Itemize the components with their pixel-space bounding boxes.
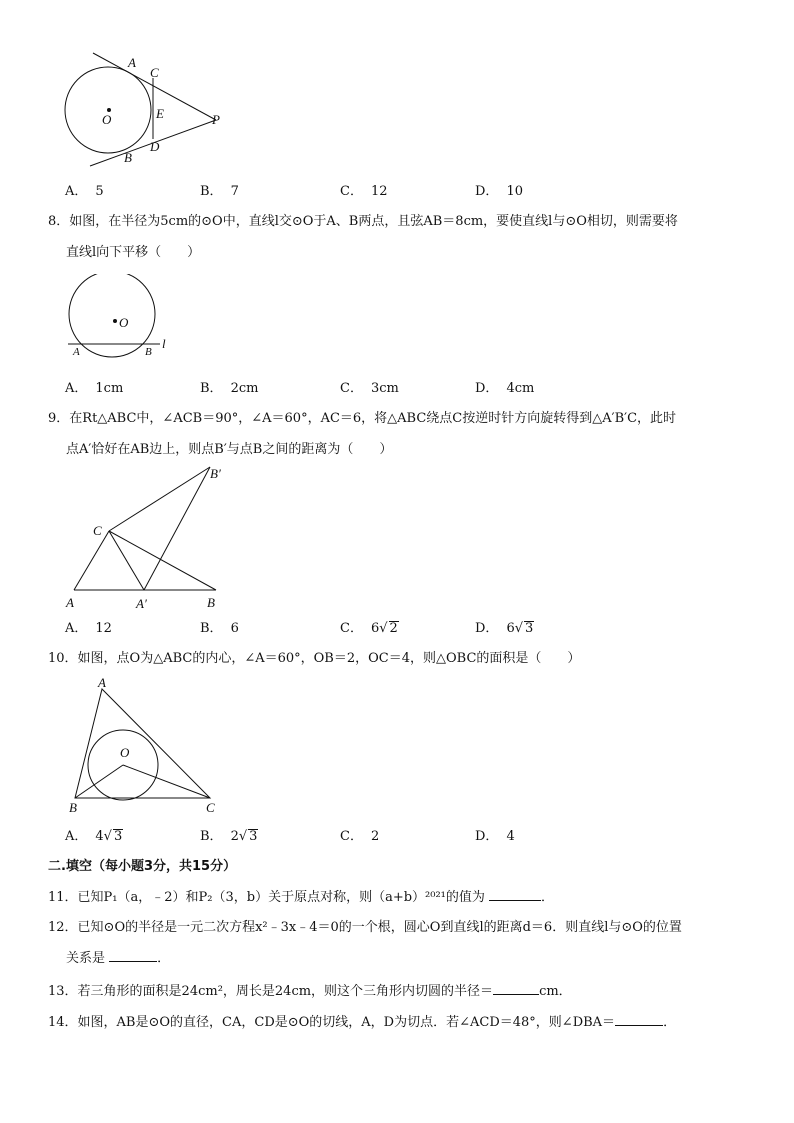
- label-l: l: [162, 336, 166, 351]
- sqrt-sign: √: [103, 829, 112, 844]
- sqrt-sign: √: [514, 621, 524, 636]
- segment-a1b1: [144, 467, 210, 590]
- question-11: 11．已知P₁（a，﹣2）和P₂（3，b）关于原点对称，则（a+b）²⁰²¹的值为 ．: [48, 882, 758, 913]
- label-b: B: [69, 800, 77, 815]
- q9-option-a[interactable]: A． 12: [65, 621, 112, 636]
- label-b: B: [207, 595, 215, 610]
- segment-cb1: [109, 467, 210, 531]
- question-13: 13．若三角形的面积是24cm²，周长是24cm，则这个三角形内切圆的半径＝ cm．: [48, 976, 758, 1007]
- q12-line2: 关系是 ．: [48, 943, 758, 974]
- q8-option-a[interactable]: A． 1cm: [65, 381, 124, 396]
- segment-cb: [109, 531, 216, 590]
- center-dot: [114, 320, 117, 323]
- q8-option-c[interactable]: C． 3cm: [340, 381, 399, 396]
- q10-option-b[interactable]: B． 2√ 3: [200, 829, 258, 844]
- q8-line2: 直线l向下平移（ ）: [66, 245, 201, 260]
- question-8: [48, 206, 758, 268]
- label-a: A: [128, 55, 136, 70]
- segment-ca: [74, 531, 109, 590]
- q10-options: [65, 825, 765, 847]
- q8-line1: 8．如图，在半径为5cm的⊙O中，直线l交⊙O于A、B两点，且弦AB＝8cm，要使直线l与⊙O相切，则需要将: [48, 214, 678, 229]
- label-c: C: [93, 523, 102, 538]
- q9-option-d[interactable]: D． 6√ 3: [475, 621, 534, 636]
- sqrt-sign: √: [379, 621, 388, 636]
- label-b1: B′: [210, 466, 221, 481]
- q8-option-b[interactable]: B． 2cm: [200, 381, 259, 396]
- segment-oc: [123, 765, 210, 798]
- q10-option-c[interactable]: C． 2: [340, 829, 380, 844]
- label-b: B: [145, 346, 152, 358]
- label-o: O: [102, 112, 112, 127]
- label-b: B: [124, 150, 132, 165]
- q9-option-b[interactable]: B． 6: [200, 621, 239, 636]
- q11-answer-blank[interactable]: [489, 886, 541, 901]
- q7-option-d[interactable]: D． 10: [475, 184, 523, 199]
- q12-answer-blank[interactable]: [109, 947, 157, 962]
- label-c: C: [150, 65, 159, 80]
- q10-line1: 10．如图，点O为△ABC的内心，∠A＝60°，OB＝2，OC＝4，则△OBC的面积是（ ）: [48, 651, 581, 666]
- q12-line1: 12．已知⊙O的半径是一元二次方程x²﹣3x﹣4＝0的一个根，圆心O到直线l的距离d＝6．则直线l与⊙O的位置: [48, 920, 682, 935]
- label-d: D: [150, 139, 160, 154]
- tangent-pa: [93, 53, 216, 120]
- label-e: E: [156, 106, 164, 121]
- label-o: O: [119, 315, 129, 330]
- q7-option-c[interactable]: C． 12: [340, 184, 388, 199]
- label-a: A: [66, 595, 74, 610]
- label-o: O: [120, 745, 130, 760]
- circle-o: [69, 274, 155, 357]
- label-a: A: [73, 346, 80, 358]
- q13-answer-blank[interactable]: [493, 980, 539, 995]
- label-p: P: [212, 112, 220, 127]
- q9-line1: 9．在Rt△ABC中，∠ACB＝90°，∠A＝60°，AC＝6，将△ABC绕点C按逆时针方向旋转得到△A′B′C，此时: [48, 411, 677, 426]
- q9-option-c[interactable]: C． 6√ 2: [340, 621, 398, 636]
- figure-q7: [60, 48, 240, 172]
- sqrt-sign: √: [238, 829, 248, 844]
- question-9: [48, 403, 758, 465]
- q7-option-a[interactable]: A． 5: [65, 184, 104, 199]
- question-12: [48, 912, 758, 974]
- q9-options: [65, 617, 765, 639]
- section-title-fill-in: 二.填空（每小题3分，共15分）: [48, 859, 237, 874]
- q10-option-a[interactable]: A． 4√ 3: [65, 829, 123, 844]
- q9-line2: 点A′恰好在AB边上，则点B′与点B之间的距离为（ ）: [66, 442, 393, 457]
- question-14: 14．如图，AB是⊙O的直径，CA，CD是⊙O的切线，A，D为切点．若∠ACD＝48°，则∠DBA＝ ．: [48, 1007, 758, 1038]
- label-c: C: [206, 800, 215, 815]
- figure-q9: [60, 462, 240, 614]
- segment-ca1: [109, 531, 144, 590]
- q7-options: [65, 180, 765, 202]
- q10-option-d[interactable]: D． 4: [475, 829, 515, 844]
- label-a: A: [98, 675, 106, 690]
- q7-option-b[interactable]: B． 7: [200, 184, 239, 199]
- q8-option-d[interactable]: D． 4cm: [475, 381, 535, 396]
- label-a1: A′: [136, 596, 147, 611]
- q14-answer-blank[interactable]: [615, 1011, 663, 1026]
- q8-options: [65, 377, 765, 399]
- figure-q8: [60, 274, 180, 364]
- figure-q10: [60, 672, 230, 820]
- question-10: [48, 643, 758, 674]
